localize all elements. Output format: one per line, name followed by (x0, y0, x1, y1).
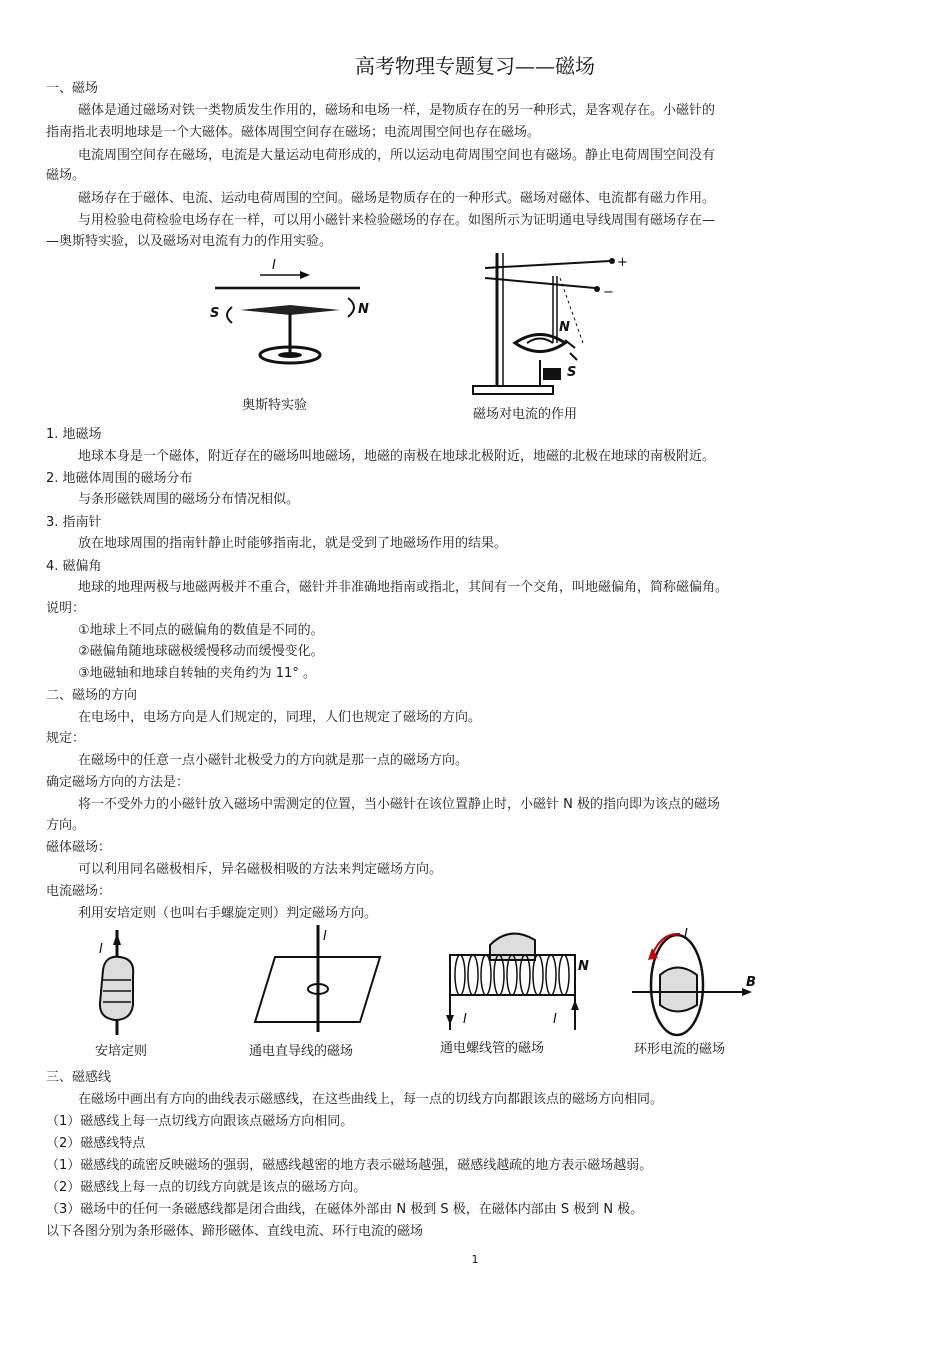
current-label: I (684, 927, 688, 942)
label-line: 规定： (46, 731, 86, 746)
north-pole-label: N (358, 302, 369, 317)
plus-terminal-label: + (617, 255, 628, 270)
label-line: 确定磁场方向的方法是： (46, 775, 190, 790)
section-heading-field-lines: 三、磁感线 (46, 1070, 112, 1085)
paragraph-line: 地球本身是一个磁体，附近存在的磁场叫地磁场，地磁的南极在地球北极附近，地磁的北极在地球的南极附近。 (78, 449, 716, 464)
list-item: （3）磁场中的任何一条磁感线都是闭合曲线，在磁体外部由 N 极到 S 极，在磁体内部由 S 极到 N 极。 (46, 1202, 644, 1217)
figure-caption: 安培定则 (95, 1044, 148, 1059)
minus-terminal-label: − (603, 285, 614, 300)
figure-caption: 环形电流的磁场 (634, 1042, 726, 1057)
subsection-heading: 4. 磁偏角 (46, 559, 102, 574)
current-label: I (323, 929, 327, 944)
solenoid-field-figure (435, 920, 595, 1065)
field-label: B (746, 975, 756, 990)
paragraph-line: 利用安培定则（也叫右手螺旋定则）判定磁场方向。 (78, 906, 378, 921)
paragraph-line: 与用检验电荷检验电场存在一样，可以用小磁针来检验磁场的存在。如图所示为证明通电导线周围有磁场存在— (78, 213, 716, 228)
paragraph-line: 指南指北表明地球是一个大磁体。磁体周围空间存在磁场；电流周围空间也存在磁场。 (46, 125, 541, 140)
section-heading-magnetic-field: 一、磁场 (46, 81, 99, 96)
paragraph-line: 在磁场中的任意一点小磁针北极受力的方向就是那一点的磁场方向。 (78, 753, 469, 768)
figure-caption: 通电螺线管的磁场 (440, 1041, 545, 1056)
paragraph-line: 可以利用同名磁极相斥，异名磁极相吸的方法来判定磁场方向。 (78, 862, 443, 877)
label-line: 电流磁场： (46, 884, 112, 899)
paragraph-line: 电流周围空间存在磁场，电流是大量运动电荷形成的，所以运动电荷周围空间也有磁场。静止电荷周围空间没有 (78, 148, 716, 163)
label-line: 磁体磁场： (46, 840, 112, 855)
oersted-experiment-figure (200, 255, 380, 420)
paragraph-line: 以下各图分别为条形磁体、蹄形磁体、直线电流、环行电流的磁场 (46, 1224, 424, 1239)
page-title: 高考物理专题复习——磁场 (355, 54, 595, 78)
ampere-rule-figure (85, 925, 175, 1065)
paragraph-line: 放在地球周围的指南针静止时能够指南北，就是受到了地磁场作用的结果。 (78, 536, 508, 551)
page-number: 1 (471, 1253, 479, 1266)
south-pole-label: S (567, 365, 577, 380)
list-item: （2）磁感线特点 (46, 1136, 146, 1151)
subsection-heading: 2. 地磁体周围的磁场分布 (46, 471, 193, 486)
current-label: I (553, 1012, 557, 1027)
subsection-heading: 3. 指南针 (46, 515, 102, 530)
list-item: （1）磁感线的疏密反映磁场的强弱，磁感线越密的地方表示磁场越强，磁感线越疏的地方表示磁场越弱。 (46, 1158, 653, 1173)
list-item: （1）磁感线上每一点切线方向跟该点磁场方向相同。 (46, 1114, 354, 1129)
note-item: ②磁偏角随地球磁极缓慢移动而缓慢变化。 (78, 644, 324, 659)
current-label: I (99, 942, 103, 957)
list-item: （2）磁感线上每一点的切线方向就是该点的磁场方向。 (46, 1180, 367, 1195)
section-heading-direction: 二、磁场的方向 (46, 688, 138, 703)
figure-caption: 通电直导线的磁场 (249, 1044, 354, 1059)
paragraph-line: 与条形磁铁周围的磁场分布情况相似。 (78, 492, 300, 507)
note-item: ③地磁轴和地球自转轴的夹角约为 11° 。 (78, 666, 316, 681)
paragraph-line: —奥斯特实验，以及磁场对电流有力的作用实验。 (46, 234, 333, 249)
north-pole-label: N (559, 320, 570, 335)
paragraph-line: 在电场中，电场方向是人们规定的，同理，人们也规定了磁场的方向。 (78, 710, 482, 725)
north-pole-label: N (578, 959, 589, 974)
current-label: I (463, 1012, 467, 1027)
paragraph-line: 将一不受外力的小磁针放入磁场中需测定的位置，当小磁针在该位置静止时，小磁针 N 极的指向即为该点的磁场 (78, 797, 720, 812)
ring-current-field-figure (622, 920, 772, 1065)
paragraph-line: 方向。 (46, 818, 86, 833)
paragraph-line: 磁场存在于磁体、电流、运动电荷周围的空间。磁场是物质存在的一种形式。磁场对磁体、电流都有磁力作用。 (78, 191, 716, 206)
note-heading: 说明： (46, 601, 86, 616)
subsection-heading: 1. 地磁场 (46, 427, 102, 442)
figure-caption: 奥斯特实验 (242, 398, 308, 413)
paragraph-line: 地球的地理两极与地磁两极并不重合，磁针并非准确地指南或指北，其间有一个交角，叫地磁偏角，简称磁偏角。 (78, 580, 729, 595)
paragraph-line: 磁体是通过磁场对铁一类物质发生作用的，磁场和电场一样，是物质存在的另一种形式，是客观存在。小磁针的 (78, 103, 716, 118)
south-pole-label: S (210, 306, 220, 321)
paragraph-line: 在磁场中画出有方向的曲线表示磁感线，在这些曲线上，每一点的切线方向都跟该点的磁场方向相同。 (78, 1092, 664, 1107)
straight-wire-field-figure (245, 922, 395, 1065)
current-label: I (272, 258, 276, 273)
note-item: ①地球上不同点的磁偏角的数值是不同的。 (78, 623, 324, 638)
force-on-current-figure (465, 248, 635, 426)
figure-caption: 磁场对电流的作用 (473, 407, 578, 422)
paragraph-line: 磁场。 (46, 168, 86, 183)
